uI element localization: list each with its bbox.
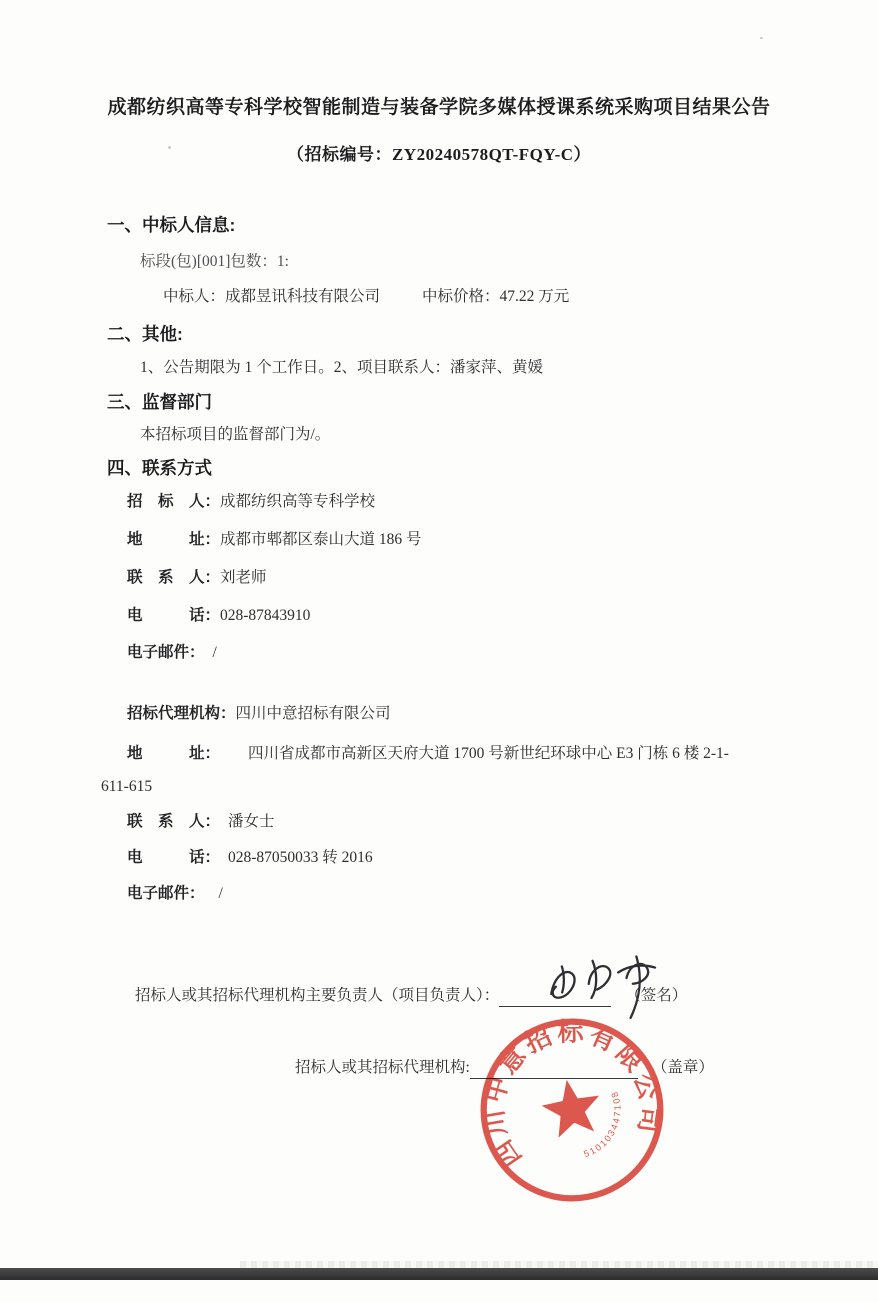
agency-address-row — [127, 743, 729, 765]
seal-code-text: 510103447108 — [582, 1088, 623, 1160]
field-value: 成都市郫都区泰山大道 186 号 — [220, 531, 422, 548]
field-value: 成都纺织高等专科学校 — [220, 493, 376, 510]
field-label: 电 话： — [127, 607, 221, 624]
agency-contact-row — [127, 811, 275, 833]
winner-label: 中标人： — [163, 288, 226, 305]
seal-suffix: （盖章） — [651, 1059, 714, 1076]
agency-name-row — [127, 703, 391, 725]
lot-package-line: 标段(包)[001]包数：1: — [140, 253, 289, 270]
field-label: 招 标 人： — [127, 493, 221, 510]
field-value: 028-87843910 — [220, 607, 311, 624]
winner-line — [163, 286, 569, 308]
field-value: 潘女士 — [228, 813, 275, 830]
handwritten-signature — [539, 948, 678, 1029]
section-heading-contact: 四、联系方式 — [107, 458, 212, 478]
other-item-line: 1、公告期限为 1 个工作日。2、项目联系人：潘家萍、黄媛 — [140, 359, 544, 376]
page-title: 成都纺织高等专科学校智能制造与装备学院多媒体授课系统采购项目结果公告 — [107, 97, 771, 118]
bid-number-subtitle: （招标编号：ZY20240578QT-FQY-C） — [286, 145, 592, 164]
field-label: 招标代理机构： — [127, 705, 236, 722]
field-label: 电 话： — [127, 849, 221, 866]
company-seal-graphic — [461, 999, 683, 1221]
section-heading-other: 二、其他: — [107, 324, 183, 344]
tenderer-row — [127, 605, 310, 627]
agency-phone-row — [127, 847, 373, 869]
tenderer-row — [127, 642, 217, 664]
winner-value: 成都昱讯科技有限公司 — [225, 288, 381, 305]
scan-footer-bar — [0, 1268, 878, 1280]
field-label: 联 系 人： — [127, 813, 221, 830]
field-value: 四川中意招标有限公司 — [235, 705, 391, 722]
signature-suffix: （签名） — [625, 987, 688, 1004]
price-value: 47.22 万元 — [499, 288, 570, 305]
scan-watermark-strip — [240, 1261, 878, 1268]
scan-speck — [168, 146, 171, 149]
tenderer-row — [127, 567, 267, 589]
price-label: 中标价格： — [422, 288, 500, 305]
company-seal — [461, 999, 683, 1221]
tenderer-row — [127, 491, 375, 513]
agency-address-continuation: 611-615 — [101, 778, 153, 795]
field-value: / — [218, 885, 223, 902]
field-label: 电子邮件： — [127, 885, 205, 902]
agency-email-row — [127, 883, 223, 905]
tenderer-row — [127, 529, 422, 551]
section-heading-supervision: 三、监督部门 — [107, 392, 212, 412]
field-value: 刘老师 — [220, 569, 267, 586]
field-value: 028-87050033 转 2016 — [228, 849, 373, 866]
seal-label: 招标人或其招标代理机构: — [295, 1059, 470, 1076]
signature-label: 招标人或其招标代理机构主要负责人（项目负责人）： — [135, 987, 500, 1004]
seal-star-icon — [538, 1075, 605, 1140]
field-label: 地 址： — [127, 531, 221, 548]
field-label: 地 址： — [127, 745, 221, 762]
field-value: 四川省成都市高新区天府大道 1700 号新世纪环球中心 E3 门栋 6 楼 2-1- — [248, 745, 729, 762]
scan-speck — [760, 37, 763, 39]
field-label: 联 系 人： — [127, 569, 221, 586]
field-value: / — [212, 644, 217, 661]
supervision-body-line: 本招标项目的监督部门为/。 — [140, 426, 331, 443]
section-heading-winner-info: 一、中标人信息: — [107, 215, 236, 235]
seal-company-text: 四川中意招标有限公司 — [478, 1017, 665, 1173]
field-label: 电子邮件： — [127, 644, 205, 661]
